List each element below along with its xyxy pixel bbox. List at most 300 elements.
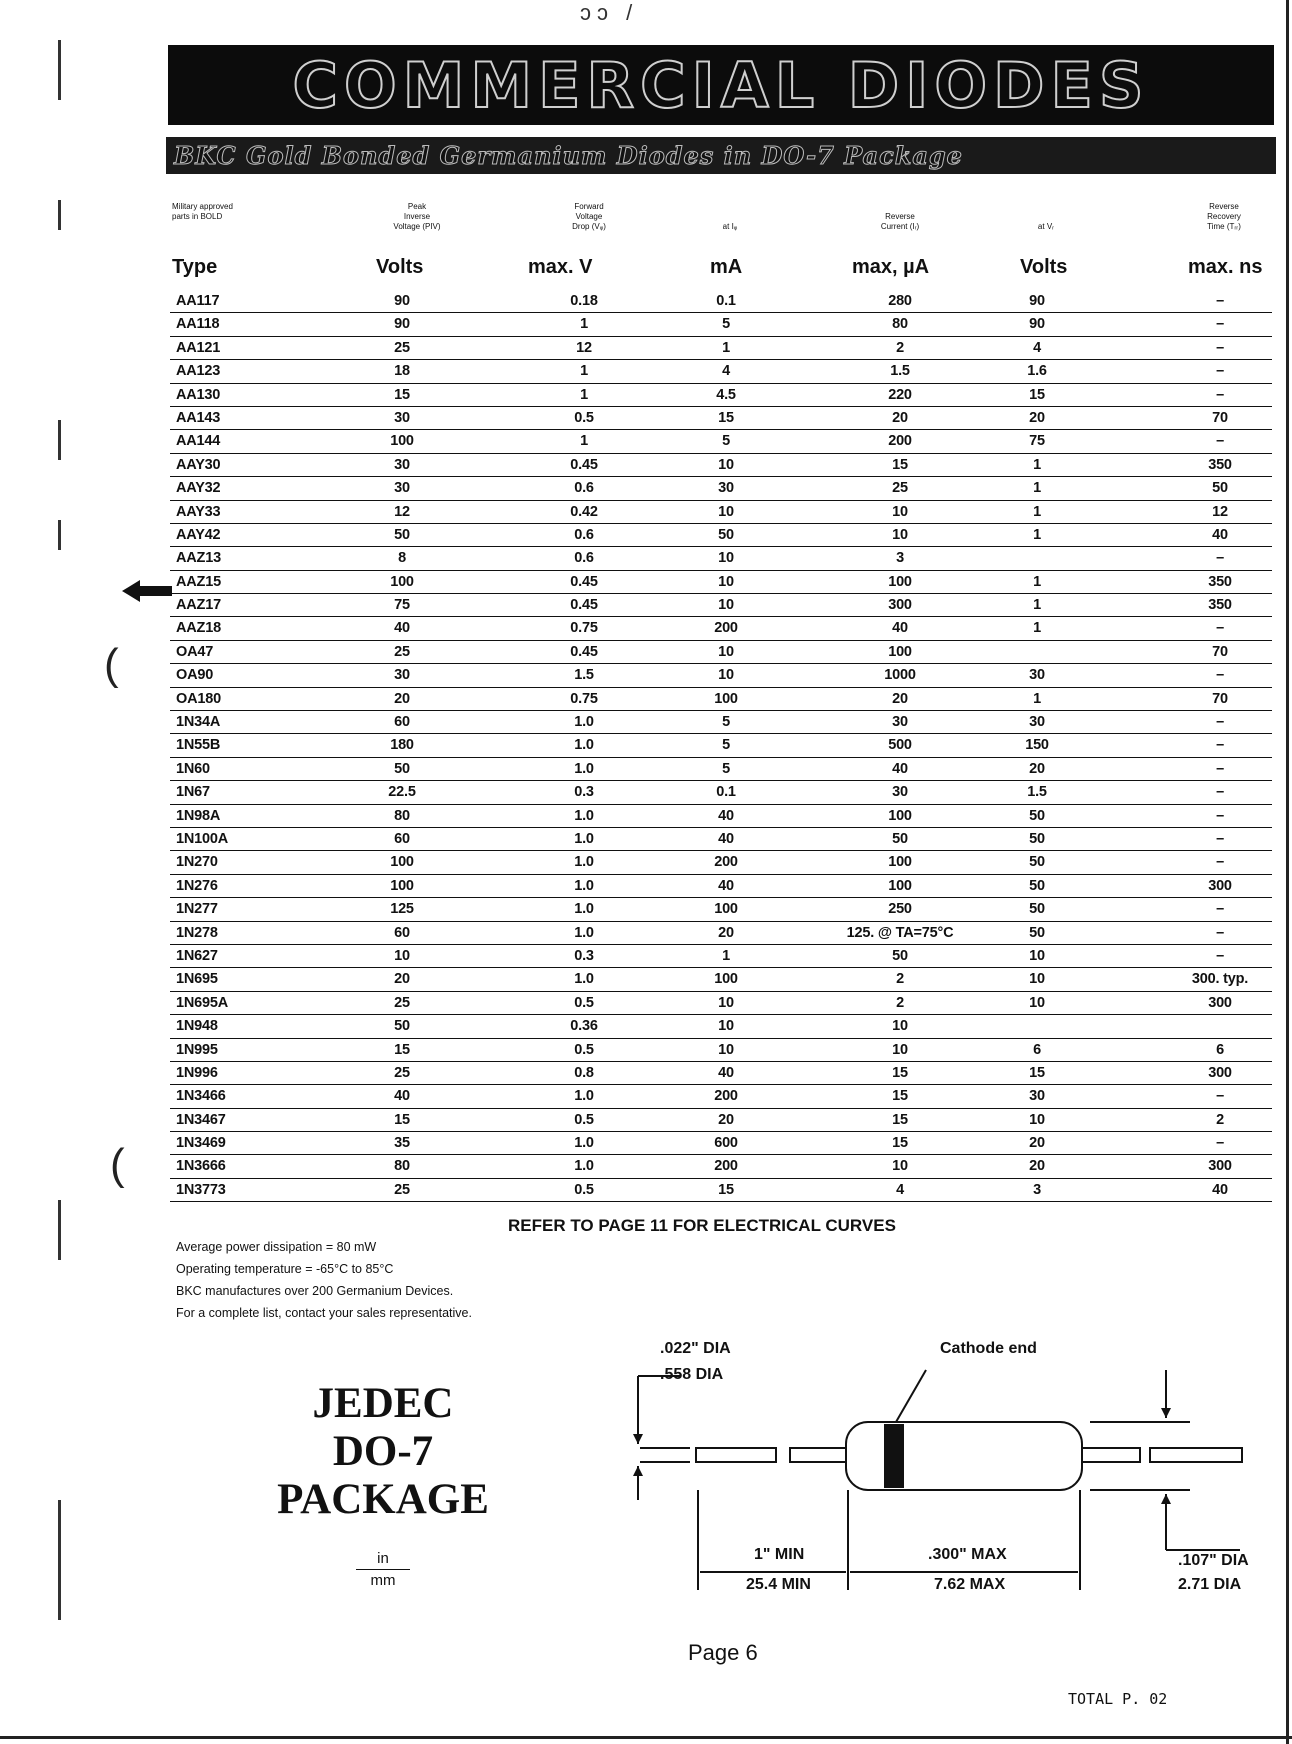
reverse-voltage-cell: 30 [1029, 714, 1045, 731]
reverse-voltage-cell: 20 [1029, 409, 1045, 426]
scan-mark [58, 1500, 61, 1620]
reverse-current-cell: 1.5 [890, 363, 910, 380]
table-row [170, 898, 1272, 921]
table-row [170, 734, 1272, 757]
unit-max-ua: max, µA [852, 256, 930, 278]
part-type-cell: 1N277 [176, 901, 218, 918]
note-line: Operating temperature = -65°C to 85°C [176, 1262, 394, 1276]
part-type-cell: AAZ13 [176, 550, 221, 567]
reverse-voltage-cell: 90 [1029, 316, 1045, 333]
peak-inverse-voltage-cell: 40 [394, 1088, 410, 1105]
table-row [170, 992, 1272, 1015]
forward-voltage-cell: 0.42 [570, 503, 598, 520]
reverse-voltage-cell: 1 [1033, 480, 1041, 497]
part-type-cell: 1N627 [176, 947, 218, 964]
peak-inverse-voltage-cell: 75 [394, 597, 410, 614]
reverse-voltage-cell: 1 [1033, 503, 1041, 520]
reverse-current-cell: 2 [896, 339, 904, 356]
scan-frame-bottom [0, 1736, 1292, 1739]
peak-inverse-voltage-cell: 100 [390, 573, 414, 590]
reverse-voltage-cell: 20 [1029, 1158, 1045, 1175]
reverse-current-cell: 10 [892, 526, 908, 543]
recovery-time-cell: – [1216, 714, 1224, 731]
reverse-voltage-cell: 90 [1029, 293, 1045, 309]
forward-voltage-cell: 1.0 [574, 854, 594, 871]
table-row [170, 781, 1272, 804]
table-row [170, 547, 1272, 570]
forward-current-cell: 10 [718, 643, 734, 660]
forward-current-cell: 15 [718, 1181, 734, 1198]
reverse-voltage-cell: 50 [1029, 830, 1045, 847]
forward-current-cell: 100 [714, 901, 738, 918]
forward-voltage-cell: 1.0 [574, 807, 594, 824]
part-type-cell: AAZ17 [176, 597, 221, 614]
scan-mark [58, 40, 61, 100]
reverse-current-cell: 50 [892, 830, 908, 847]
forward-voltage-cell: 1.0 [574, 877, 594, 894]
peak-inverse-voltage-cell: 50 [394, 526, 410, 543]
part-type-cell: 1N100A [176, 830, 228, 847]
recovery-time-cell: 70 [1212, 690, 1228, 707]
peak-inverse-voltage-cell: 50 [394, 1018, 410, 1035]
recovery-time-cell: – [1216, 807, 1224, 824]
forward-voltage-cell: 0.6 [574, 526, 594, 543]
forward-voltage-cell: 0.45 [570, 573, 598, 590]
forward-current-cell: 0.1 [716, 293, 736, 309]
forward-current-cell: 10 [718, 503, 734, 520]
recovery-time-cell: 2 [1216, 1111, 1224, 1128]
peak-inverse-voltage-cell: 125 [390, 901, 414, 918]
peak-inverse-voltage-cell: 90 [394, 316, 410, 333]
recovery-time-cell: – [1216, 293, 1224, 309]
peak-inverse-voltage-cell: 35 [394, 1135, 410, 1152]
reverse-voltage-cell: 1 [1033, 597, 1041, 614]
table-row [170, 407, 1272, 430]
reverse-voltage-cell: 15 [1029, 1064, 1045, 1081]
note-line: BKC manufactures over 200 Germanium Devices. [176, 1284, 454, 1298]
reverse-current-cell: 10 [892, 1018, 908, 1035]
part-type-cell: AAZ18 [176, 620, 221, 637]
forward-current-cell: 10 [718, 550, 734, 567]
cathode-label: Cathode end [940, 1340, 1037, 1357]
recovery-time-cell: – [1216, 924, 1224, 941]
part-type-cell: 1N695 [176, 971, 218, 988]
part-type-cell: AA123 [176, 363, 221, 380]
peak-inverse-voltage-cell: 25 [394, 994, 410, 1011]
reverse-voltage-cell: 1 [1033, 573, 1041, 590]
table-row [170, 1015, 1272, 1038]
recovery-time-cell: – [1216, 830, 1224, 847]
forward-voltage-cell: 1 [580, 363, 588, 380]
subtitle-banner [166, 137, 1276, 174]
forward-current-cell: 4 [722, 363, 730, 380]
recovery-time-cell: – [1216, 1135, 1224, 1152]
peak-inverse-voltage-cell: 100 [390, 877, 414, 894]
recovery-time-cell: 350 [1208, 597, 1232, 614]
forward-voltage-cell: 0.45 [570, 643, 598, 660]
forward-current-cell: 50 [718, 526, 734, 543]
top-scribble: ɔɔ / [580, 0, 639, 25]
peak-inverse-voltage-cell: 60 [394, 714, 410, 731]
peak-inverse-voltage-cell: 25 [394, 339, 410, 356]
table-row [170, 688, 1272, 711]
forward-current-cell: 15 [718, 409, 734, 426]
table-row [170, 454, 1272, 477]
forward-current-cell: 5 [722, 760, 730, 777]
peak-inverse-voltage-cell: 60 [394, 830, 410, 847]
peak-inverse-voltage-cell: 22.5 [388, 784, 416, 801]
scan-mark [58, 1200, 61, 1260]
reverse-voltage-cell: 50 [1029, 924, 1045, 941]
peak-inverse-voltage-cell: 15 [394, 386, 410, 403]
forward-current-cell: 10 [718, 573, 734, 590]
table-row [170, 945, 1272, 968]
part-type-cell: OA180 [176, 690, 221, 707]
scan-mark [58, 420, 61, 460]
unit-type: Type [172, 256, 218, 278]
recovery-time-cell: – [1216, 316, 1224, 333]
recovery-time-cell: – [1216, 363, 1224, 380]
part-type-cell: AAY33 [176, 503, 221, 520]
forward-voltage-cell: 1.0 [574, 760, 594, 777]
part-type-cell: AA143 [176, 409, 221, 426]
reverse-current-cell: 100 [888, 877, 912, 894]
peak-inverse-voltage-cell: 80 [394, 1158, 410, 1175]
table-row [170, 360, 1272, 383]
forward-current-cell: 30 [718, 480, 734, 497]
fax-total-pages: TOTAL P. 02 [1068, 1690, 1168, 1708]
forward-current-cell: 200 [714, 1088, 738, 1105]
table-row [170, 430, 1272, 453]
forward-current-cell: 600 [714, 1135, 738, 1152]
peak-inverse-voltage-cell: 25 [394, 1181, 410, 1198]
peak-inverse-voltage-cell: 100 [390, 433, 414, 450]
unit-max-v: max. V [528, 256, 593, 278]
header-piv: Peak Inverse Voltage (PIV) [393, 202, 441, 231]
reverse-voltage-cell: 50 [1029, 901, 1045, 918]
reverse-voltage-cell: 4 [1033, 339, 1041, 356]
reverse-current-cell: 280 [888, 293, 912, 309]
jedec-package-title: JEDEC DO-7 PACKAGE [277, 1380, 489, 1523]
recovery-time-cell: – [1216, 550, 1224, 567]
part-type-cell: AAY42 [176, 526, 221, 543]
forward-voltage-cell: 0.5 [574, 1041, 594, 1058]
reverse-current-cell: 4 [896, 1181, 904, 1198]
forward-voltage-cell: 1.0 [574, 1088, 594, 1105]
forward-voltage-cell: 0.5 [574, 1181, 594, 1198]
lead-length-mm-label: 25.4 MIN [746, 1576, 811, 1593]
header-at-if: at Iᵩ [722, 222, 738, 231]
table-row [170, 805, 1272, 828]
forward-voltage-cell: 1 [580, 386, 588, 403]
peak-inverse-voltage-cell: 60 [394, 924, 410, 941]
recovery-time-cell: – [1216, 760, 1224, 777]
scan-circle-mark: ( [104, 640, 119, 689]
forward-current-cell: 1 [722, 947, 730, 964]
peak-inverse-voltage-cell: 30 [394, 667, 410, 684]
reverse-current-cell: 3 [896, 550, 904, 567]
table-row [170, 758, 1272, 781]
recovery-time-cell: 50 [1212, 480, 1228, 497]
reverse-current-cell: 40 [892, 620, 908, 637]
recovery-time-cell: 350 [1208, 456, 1232, 473]
peak-inverse-voltage-cell: 15 [394, 1111, 410, 1128]
reverse-voltage-cell: 20 [1029, 1135, 1045, 1152]
table-row [170, 875, 1272, 898]
forward-voltage-cell: 0.5 [574, 1111, 594, 1128]
header-military-note: Military approved parts in BOLD [172, 202, 233, 221]
recovery-time-cell: 300. typ. [1191, 971, 1249, 988]
forward-current-cell: 20 [718, 924, 734, 941]
table-row [170, 1155, 1272, 1178]
peak-inverse-voltage-cell: 40 [394, 620, 410, 637]
recovery-time-cell: 40 [1212, 526, 1228, 543]
reverse-current-cell: 200 [888, 433, 912, 450]
table-row [170, 524, 1272, 547]
recovery-time-cell: 300 [1208, 877, 1232, 894]
reverse-voltage-cell: 10 [1029, 1111, 1045, 1128]
body-length-mm-label: 7.62 MAX [934, 1576, 1006, 1593]
reverse-current-cell: 15 [892, 456, 908, 473]
forward-current-cell: 40 [718, 830, 734, 847]
recovery-time-cell: 12 [1212, 503, 1228, 520]
forward-current-cell: 5 [722, 737, 730, 754]
table-row [170, 922, 1272, 945]
reverse-current-cell: 40 [892, 760, 908, 777]
part-type-cell: AAY30 [176, 456, 221, 473]
part-type-cell: AA117 [176, 293, 220, 309]
peak-inverse-voltage-cell: 80 [394, 807, 410, 824]
reverse-current-cell: 10 [892, 503, 908, 520]
peak-inverse-voltage-cell: 20 [394, 971, 410, 988]
reverse-current-cell: 15 [892, 1111, 908, 1128]
forward-current-cell: 10 [718, 456, 734, 473]
reverse-current-cell: 2 [896, 994, 904, 1011]
forward-current-cell: 10 [718, 1041, 734, 1058]
reverse-voltage-cell: 1.6 [1027, 363, 1047, 380]
forward-voltage-cell: 0.5 [574, 994, 594, 1011]
peak-inverse-voltage-cell: 180 [390, 737, 414, 754]
part-type-cell: 1N3466 [176, 1088, 226, 1105]
forward-voltage-cell: 1.0 [574, 901, 594, 918]
forward-voltage-cell: 0.75 [570, 620, 598, 637]
reverse-voltage-cell: 10 [1029, 971, 1045, 988]
peak-inverse-voltage-cell: 18 [394, 363, 410, 380]
header-forward-voltage: Forward Voltage Drop (Vᵩ) [572, 202, 606, 231]
forward-current-cell: 10 [718, 1018, 734, 1035]
forward-voltage-cell: 0.75 [570, 690, 598, 707]
part-type-cell: AAZ15 [176, 573, 221, 590]
table-row [170, 290, 1272, 313]
scan-mark [58, 520, 61, 550]
forward-voltage-cell: 1 [580, 316, 588, 333]
unit-volts-vr: Volts [1020, 256, 1068, 278]
forward-current-cell: 200 [714, 854, 738, 871]
forward-voltage-cell: 0.45 [570, 597, 598, 614]
forward-voltage-cell: 12 [576, 339, 592, 356]
unit-fraction: $\frac{in}{mm}$ [356, 1550, 410, 1589]
reverse-voltage-cell: 1 [1033, 526, 1041, 543]
reverse-current-cell: 100 [888, 807, 912, 824]
lead-dia-mm-label: .558 DIA [660, 1366, 724, 1383]
reverse-voltage-cell: 150 [1025, 737, 1049, 754]
reverse-current-cell: 2 [896, 971, 904, 988]
reverse-current-cell: 125. @ TA=75°C [846, 924, 954, 941]
recovery-time-cell: – [1216, 947, 1224, 964]
reverse-voltage-cell: 1.5 [1027, 784, 1047, 801]
reverse-current-cell: 100 [888, 573, 912, 590]
recovery-time-cell: 300 [1208, 1064, 1232, 1081]
reverse-current-cell: 500 [888, 737, 912, 754]
part-type-cell: AA144 [176, 433, 221, 450]
table-row [170, 1039, 1272, 1062]
table-row [170, 851, 1272, 874]
note-line: For a complete list, contact your sales representative. [176, 1306, 472, 1320]
reverse-current-cell: 30 [892, 784, 908, 801]
forward-current-cell: 100 [714, 971, 738, 988]
header-recovery-time: Reverse Recovery Time (Tᵣᵣ) [1207, 202, 1241, 231]
forward-current-cell: 20 [718, 1111, 734, 1128]
reverse-voltage-cell: 1 [1033, 456, 1041, 473]
header-at-vr: at Vᵣ [1037, 222, 1055, 231]
reverse-current-cell: 15 [892, 1088, 908, 1105]
table-row [170, 664, 1272, 687]
part-type-cell: 1N270 [176, 854, 218, 871]
part-type-cell: 1N98A [176, 807, 221, 824]
recovery-time-cell: – [1216, 339, 1224, 356]
recovery-time-cell: – [1216, 433, 1224, 450]
recovery-time-cell: – [1216, 620, 1224, 637]
part-type-cell: 1N3469 [176, 1135, 226, 1152]
forward-current-cell: 40 [718, 807, 734, 824]
part-type-cell: 1N3467 [176, 1111, 226, 1128]
peak-inverse-voltage-cell: 20 [394, 690, 410, 707]
part-type-cell: AA130 [176, 386, 221, 403]
recovery-time-cell: – [1216, 854, 1224, 871]
part-type-cell: 1N695A [176, 994, 228, 1011]
reverse-voltage-cell: 15 [1029, 386, 1045, 403]
forward-current-cell: 40 [718, 1064, 734, 1081]
peak-inverse-voltage-cell: 30 [394, 456, 410, 473]
forward-voltage-cell: 0.3 [574, 784, 594, 801]
page-number: Page 6 [688, 1640, 758, 1665]
reverse-current-cell: 220 [888, 386, 912, 403]
body-dia-mm-label: 2.71 DIA [1178, 1576, 1242, 1593]
reverse-voltage-cell: 30 [1029, 667, 1045, 684]
forward-voltage-cell: 1.0 [574, 924, 594, 941]
reverse-voltage-cell: 6 [1033, 1041, 1041, 1058]
body-dia-in-label: .107" DIA [1178, 1552, 1249, 1569]
forward-voltage-cell: 1.0 [574, 971, 594, 988]
table-row [170, 337, 1272, 360]
lead-length-in-label: 1" MIN [754, 1546, 805, 1563]
forward-voltage-cell: 1.0 [574, 830, 594, 847]
table-row [170, 501, 1272, 524]
peak-inverse-voltage-cell: 50 [394, 760, 410, 777]
lead-dia-in-label: .022" DIA [660, 1340, 731, 1357]
recovery-time-cell: 40 [1212, 1181, 1228, 1198]
part-type-cell: AA121 [176, 339, 221, 356]
forward-current-cell: 1 [722, 339, 730, 356]
recovery-time-cell: 300 [1208, 1158, 1232, 1175]
forward-voltage-cell: 1.0 [574, 1158, 594, 1175]
header-reverse-current: Reverse Current (Iᵣ) [880, 212, 920, 231]
table-row [170, 384, 1272, 407]
peak-inverse-voltage-cell: 8 [398, 550, 406, 567]
unit-volts: Volts [376, 256, 424, 278]
peak-inverse-voltage-cell: 30 [394, 480, 410, 497]
part-type-cell: 1N60 [176, 760, 210, 777]
forward-voltage-cell: 0.5 [574, 409, 594, 426]
forward-current-cell: 200 [714, 1158, 738, 1175]
table-row [170, 477, 1272, 500]
peak-inverse-voltage-cell: 10 [394, 947, 410, 964]
part-type-cell: 1N996 [176, 1064, 218, 1081]
reverse-current-cell: 15 [892, 1064, 908, 1081]
table-row [170, 594, 1272, 617]
forward-current-cell: 0.1 [716, 784, 736, 801]
reverse-current-cell: 25 [892, 480, 908, 497]
forward-current-cell: 10 [718, 597, 734, 614]
recovery-time-cell: – [1216, 901, 1224, 918]
forward-voltage-cell: 1.5 [574, 667, 594, 684]
reverse-current-cell: 80 [892, 316, 908, 333]
forward-voltage-cell: 0.6 [574, 480, 594, 497]
unit-ma: mA [710, 256, 743, 278]
reverse-current-cell: 20 [892, 409, 908, 426]
units-header-row [170, 256, 1270, 282]
reverse-voltage-cell: 10 [1029, 947, 1045, 964]
table-row [170, 1109, 1272, 1132]
reverse-current-cell: 20 [892, 690, 908, 707]
forward-current-cell: 10 [718, 667, 734, 684]
forward-current-cell: 5 [722, 316, 730, 333]
peak-inverse-voltage-cell: 30 [394, 409, 410, 426]
note-line: Average power dissipation = 80 mW [176, 1240, 377, 1254]
part-type-cell: 1N948 [176, 1018, 218, 1035]
recovery-time-cell: – [1216, 1088, 1224, 1105]
part-type-cell: 1N276 [176, 877, 218, 894]
table-row [170, 828, 1272, 851]
spec-notes [176, 1236, 472, 1324]
reverse-voltage-cell: 50 [1029, 854, 1045, 871]
reverse-voltage-cell: 30 [1029, 1088, 1045, 1105]
diode-table [170, 290, 1272, 1202]
reverse-voltage-cell: 20 [1029, 760, 1045, 777]
forward-current-cell: 4.5 [716, 386, 736, 403]
forward-current-cell: 100 [714, 690, 738, 707]
recovery-time-cell: – [1216, 386, 1224, 403]
forward-voltage-cell: 0.3 [574, 947, 594, 964]
part-type-cell: AA118 [176, 316, 220, 333]
scan-circle-mark: ( [110, 1140, 125, 1189]
forward-current-cell: 5 [722, 714, 730, 731]
part-type-cell: 1N3773 [176, 1181, 226, 1198]
reverse-current-cell: 15 [892, 1135, 908, 1152]
part-type-cell: AAY32 [176, 480, 221, 497]
table-row [170, 571, 1272, 594]
forward-voltage-cell: 1 [580, 433, 588, 450]
reverse-current-cell: 10 [892, 1041, 908, 1058]
page-title: COMMERCIAL DIODES [292, 48, 1150, 122]
body-length-in-label: .300" MAX [928, 1546, 1007, 1563]
reverse-voltage-cell: 1 [1033, 620, 1041, 637]
reverse-current-cell: 100 [888, 643, 912, 660]
reverse-current-cell: 300 [888, 597, 912, 614]
table-row [170, 617, 1272, 640]
peak-inverse-voltage-cell: 25 [394, 1064, 410, 1081]
reverse-current-cell: 1000 [884, 667, 916, 684]
